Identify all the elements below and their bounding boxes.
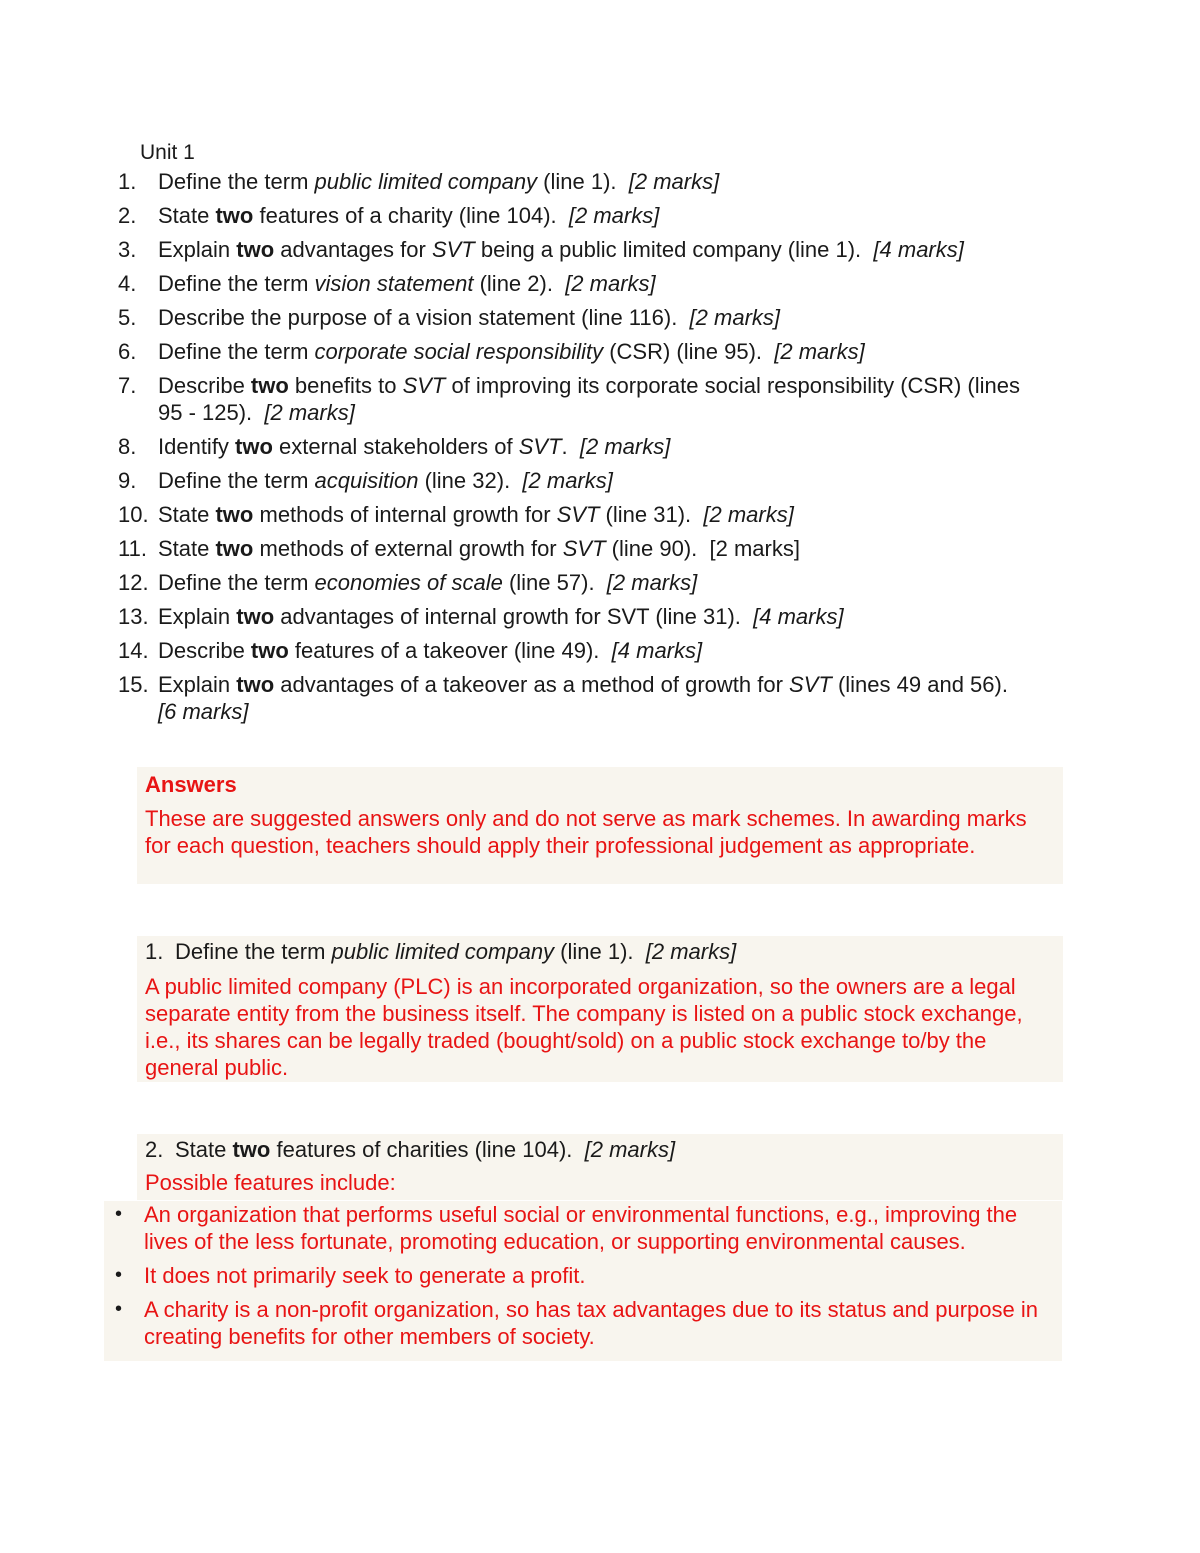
answer-1-number: 1.: [145, 939, 164, 964]
question-item: [118, 467, 1038, 494]
answer-1-question: [145, 936, 1055, 965]
question-text: State two features of a charity (line 104). [2 marks]: [158, 203, 660, 228]
bullet-text: An organization that performs useful social or environmental functions, e.g., improving the lives of the less fortunate, promoting education, or supporting environmental causes.: [144, 1202, 1018, 1254]
question-text: State two methods of internal growth for SVT (line 31). [2 marks]: [158, 502, 794, 527]
answer-2-number: 2.: [145, 1137, 164, 1162]
question-text: State two methods of external growth for SVT (line 90). [2 marks]: [158, 536, 800, 561]
question-text: Define the term corporate social responsibility (CSR) (line 95). [2 marks]: [158, 339, 865, 364]
question-item: [118, 501, 1038, 528]
answers-intro: These are suggested answers only and do not serve as mark schemes. In awarding marks for each question, teachers should apply their professional judgement as appropriate.: [145, 806, 1027, 858]
question-number: 4.: [118, 271, 137, 296]
question-number: 2.: [118, 203, 137, 228]
question-text: Describe two benefits to SVT of improving its corporate social responsibility (CSR) (lines 95 - 125). [2 marks]: [158, 373, 1021, 425]
answer-2-question-text: State two features of charities (line 104). [2 marks]: [175, 1137, 676, 1162]
question-item: [118, 372, 1038, 426]
question-number: 1.: [118, 169, 137, 194]
answers-intro-box: [137, 767, 1063, 884]
question-item: [118, 338, 1038, 365]
question-number: 14.: [118, 638, 149, 663]
bullet-item: [104, 1201, 1062, 1255]
answer-1-box: [137, 936, 1063, 1082]
question-item: [118, 603, 1038, 630]
bullet-item: [104, 1296, 1062, 1350]
bullet-icon: •: [115, 1203, 123, 1225]
bullet-icon: •: [115, 1264, 123, 1286]
question-item: [118, 433, 1038, 460]
question-item: [118, 671, 1038, 725]
answer-2-box: [137, 1134, 1063, 1200]
question-text: Explain two advantages of a takeover as a method of growth for SVT (lines 49 and 56). [6 marks]: [158, 672, 1015, 724]
unit-title: Unit 1: [140, 141, 195, 164]
question-item: [118, 569, 1038, 596]
question-item: [118, 236, 1038, 263]
question-number: 6.: [118, 339, 137, 364]
question-number: 9.: [118, 468, 137, 493]
question-text: Explain two advantages of internal growth for SVT (line 31). [4 marks]: [158, 604, 844, 629]
question-number: 11.: [118, 536, 147, 561]
question-item: [118, 637, 1038, 664]
question-text: Define the term vision statement (line 2). [2 marks]: [158, 271, 656, 296]
answer-1-text: A public limited company (PLC) is an incorporated organization, so the owners are a legal separate entity from the business itself. The company is listed on a public stock exchange, i.e., its shares can be legally traded (bought/sold) on a public stock exchange to/by the general public.: [145, 974, 1023, 1080]
answer-1-question-text: Define the term public limited company (line 1). [2 marks]: [175, 939, 737, 964]
question-item: [118, 304, 1038, 331]
bullet-icon: •: [115, 1298, 123, 1320]
bullet-text: It does not primarily seek to generate a profit.: [144, 1263, 586, 1288]
question-text: Define the term public limited company (line 1). [2 marks]: [158, 169, 720, 194]
question-number: 5.: [118, 305, 137, 330]
question-text: Describe the purpose of a vision statement (line 116). [2 marks]: [158, 305, 781, 330]
bullet-text: A charity is a non-profit organization, so has tax advantages due to its status and purpose in creating benefits for other members of society.: [144, 1297, 1038, 1349]
question-text: Identify two external stakeholders of SVT. [2 marks]: [158, 434, 671, 459]
answer-2-question: [145, 1134, 1055, 1163]
question-text: Explain two advantages for SVT being a public limited company (line 1). [4 marks]: [158, 237, 964, 262]
question-number: 13.: [118, 604, 149, 629]
question-number: 10.: [118, 502, 149, 527]
answer-2-bullets: [104, 1201, 1062, 1361]
bullet-item: [104, 1262, 1062, 1289]
question-text: Describe two features of a takeover (line 49). [4 marks]: [158, 638, 703, 663]
question-item: [118, 168, 1038, 195]
question-number: 7.: [118, 373, 137, 398]
question-number: 3.: [118, 237, 137, 262]
question-text: Define the term acquisition (line 32). [2 marks]: [158, 468, 613, 493]
question-number: 15.: [118, 672, 149, 697]
question-item: [118, 535, 1038, 562]
question-list: [118, 168, 1038, 732]
question-item: [118, 202, 1038, 229]
answer-2-lead: Possible features include:: [145, 1170, 396, 1195]
question-item: [118, 270, 1038, 297]
answers-heading: Answers: [145, 772, 237, 797]
question-number: 12.: [118, 570, 149, 595]
question-text: Define the term economies of scale (line 57). [2 marks]: [158, 570, 698, 595]
question-number: 8.: [118, 434, 137, 459]
